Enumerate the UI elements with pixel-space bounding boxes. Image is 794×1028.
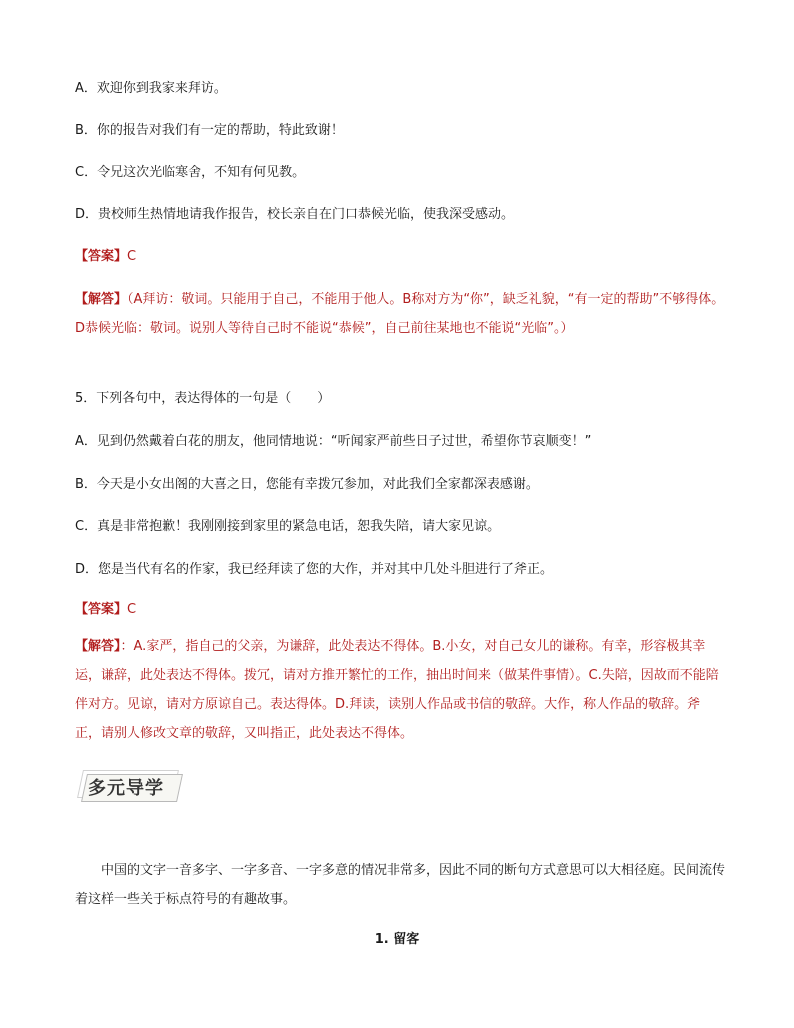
banner-title: 多元导学 [88, 778, 164, 799]
q4-explain-tag: 【解答】 [75, 292, 128, 307]
section-subtitle: 1. 留客 [374, 932, 420, 947]
q4-option-b: B．你的报告对我们有一定的帮助，特此致谢！ [75, 123, 344, 138]
q5-explain-tag: 【解答】 [75, 639, 121, 654]
q5-explanation [75, 632, 725, 748]
q5-option-d: D．您是当代有名的作家，我已经拜读了您的大作，并对其中几处斗胆进行了斧正。 [75, 562, 554, 577]
q4-option-d: D．贵校师生热情地请我作报告，校长亲自在门口恭候光临，使我深受感动。 [75, 207, 515, 222]
q5-answer [75, 601, 136, 619]
q5-stem: 5．下列各句中，表达得体的一句是（ ） [75, 391, 331, 406]
q4-answer-value: C [127, 249, 137, 264]
q4-explanation [75, 285, 725, 343]
section-intro: 中国的文字一音多字、一字多音、一字多意的情况非常多，因此不同的断句方式意思可以大相径庭。民间流传着这样一些关于标点符号的有趣故事。 [75, 863, 726, 907]
q4-explain-text: （A拜访：敬词。只能用于自己，不能用于他人。B称对方为“你”，缺乏礼貌，“有一定的帮助”不够得体。D恭候光临：敬词。说别人等待自己时不能说“恭候”，自己前往某地也不能说“光临”。） [75, 292, 725, 336]
q4-option-c: C．令兄这次光临寒舍，不知有何见教。 [75, 165, 306, 180]
q5-answer-value: C [127, 602, 137, 617]
q5-option-a: A．见到仍然戴着白花的朋友，他同情地说：“听闻家严前些日子过世，希望你节哀顺变！” [75, 434, 592, 449]
q4-option-a: A．欢迎你到我家来拜访。 [75, 81, 227, 96]
q4-answer [75, 248, 136, 266]
q5-answer-tag: 【答案】 [75, 602, 128, 617]
q5-explain-text: ：A.家严，指自己的父亲，为谦辞，此处表达不得体。B.小女，对自己女儿的谦称。有幸，形容极其幸运，谦辞，此处表达不得体。拨冗，请对方推开繁忙的工作，抽出时间来（做某件事情）。C.失陪，因故而不能陪伴对方。见谅，请对方原谅自己。表达得体。D.拜读，读别人作品或书信的敬辞。大作，称人作品的敬辞。斧正，请别人修改文章的敬辞，又叫指正，此处表达不得体。 [75, 639, 719, 741]
q5-option-c: C．真是非常抱歉！我刚刚接到家里的紧急电话，恕我失陪，请大家见谅。 [75, 519, 501, 534]
q4-answer-tag: 【答案】 [75, 249, 128, 264]
section-banner [80, 770, 184, 802]
q5-option-b: B．今天是小女出阁的大喜之日，您能有幸拨冗参加，对此我们全家都深表感谢。 [75, 477, 539, 492]
